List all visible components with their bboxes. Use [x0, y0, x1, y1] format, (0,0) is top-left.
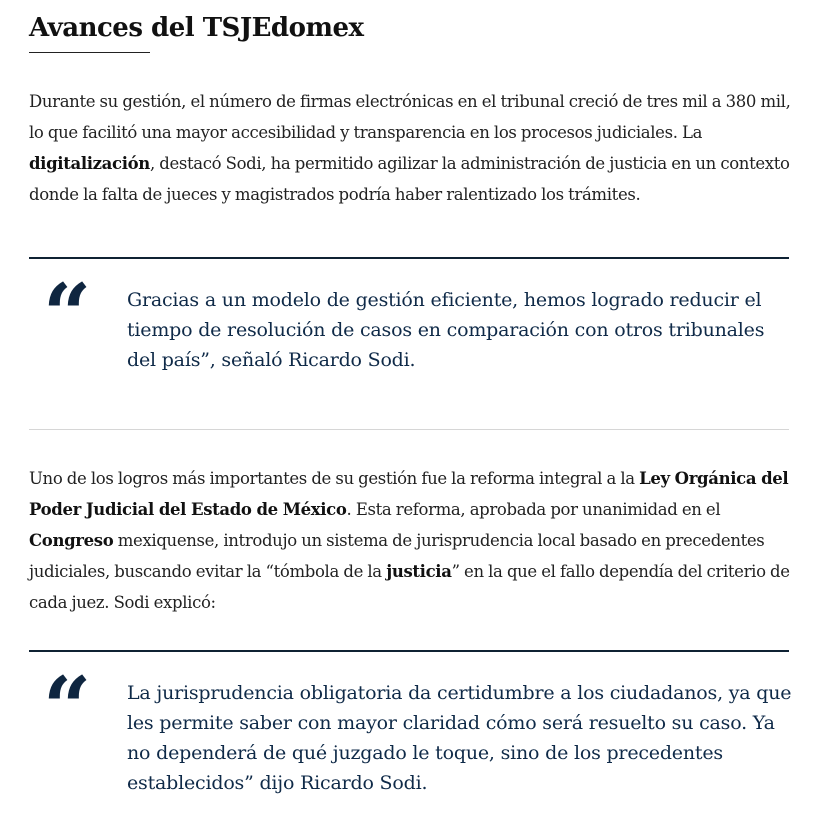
quote-text: La jurisprudencia obligatoria da certidumbre a los ciudadanos, ya que les permite saber con mayor claridad cómo será resuelto su caso. Ya no dependerá de qué juzgado le toque, sino de los precedentes establecidos” dijo Ricardo Sodi.	[127, 682, 792, 794]
paragraph-text: ” en la que el fallo dependía del criterio de cada juez. Sodi explicó:	[29, 562, 790, 612]
bold-term-justicia: justicia	[386, 562, 452, 581]
paragraph-firmas-electronicas	[29, 86, 799, 210]
paragraph-text: , destacó Sodi, ha permitido agilizar la administración de justicia en un contexto donde la falta de jueces y magistrados podría haber ralentizado los trámites.	[29, 154, 790, 204]
quote-mark-icon: “	[43, 265, 92, 364]
bold-term-ley-organica: Ley Orgánica del Poder Judicial del Estado de México	[29, 469, 789, 519]
bold-term-congreso: Congreso	[29, 531, 114, 550]
quote-mark-icon: “	[43, 658, 92, 757]
paragraph-text: Durante su gestión, el número de firmas electrónicas en el tribunal creció de tres mil a 380 mil, lo que facilitó una mayor accesibilidad y transparencia en los procesos judiciales. La	[29, 92, 791, 142]
article-body	[29, 0, 792, 794]
bold-term-digitalizacion: digitalización	[29, 154, 150, 173]
paragraph-text: mexiquense, introdujo un sistema de jurisprudencia local basado en precedentes judiciales, buscando evitar la “tómbola de la	[29, 531, 765, 581]
title-underline	[29, 52, 150, 53]
section-title: Avances del TSJEdomex	[29, 13, 364, 43]
quote-text: Gracias a un modelo de gestión eficiente, hemos logrado reducir el tiempo de resolución de casos en comparación con otros tribunales del país”, señaló Ricardo Sodi.	[127, 289, 765, 371]
paragraph-reforma	[29, 463, 799, 618]
paragraph-text: Uno de los logros más importantes de su gestión fue la reforma integral a la	[29, 469, 640, 488]
pull-quote	[29, 257, 789, 430]
pull-quote	[29, 650, 792, 828]
paragraph-text: . Esta reforma, aprobada por unanimidad en el	[346, 500, 721, 519]
